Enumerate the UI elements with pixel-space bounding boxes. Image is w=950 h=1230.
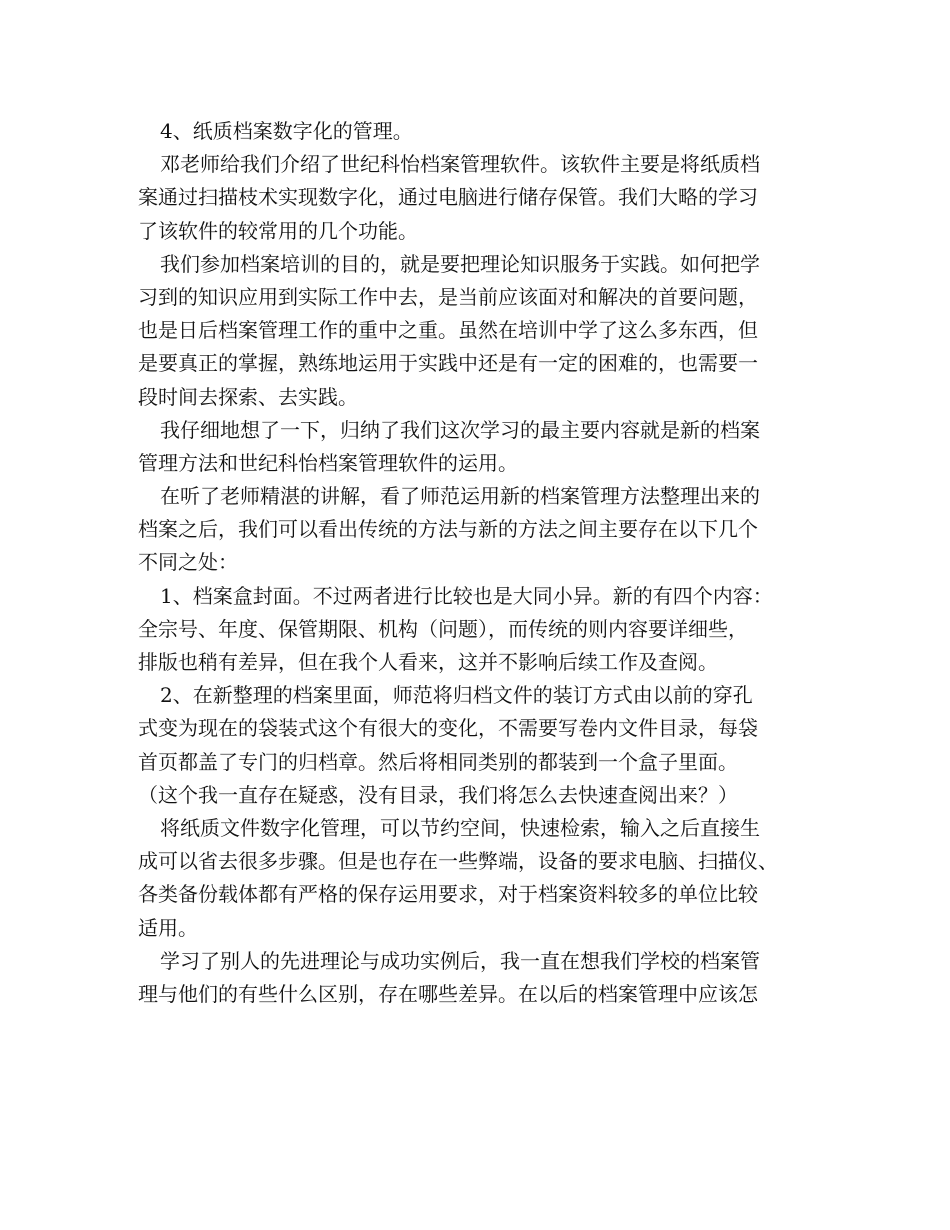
text-line: 将纸质文件数字化管理，可以节约空间，快速检索，输入之后直接生 bbox=[160, 815, 760, 840]
text-line: 不同之处： bbox=[138, 550, 238, 575]
text-line: 档案之后，我们可以看出传统的方法与新的方法之间主要存在以下几个 bbox=[138, 517, 758, 542]
text-line: 1、档案盒封面。不过两者进行比较也是大同小异。新的有四个内容： bbox=[160, 583, 773, 608]
text-line: （这个我一直存在疑惑，没有目录，我们将怎么去快速查阅出来？） bbox=[138, 782, 738, 807]
text-line: 全宗号、年度、保管期限、机构（问题），而传统的则内容要详细些， bbox=[138, 616, 748, 641]
text-line: 习到的知识应用到实际工作中去，是当前应该面对和解决的首要问题， bbox=[138, 284, 758, 309]
text-line: 2、在新整理的档案里面，师范将归档文件的装订方式由以前的穿孔 bbox=[160, 683, 753, 708]
text-line: 在听了老师精湛的讲解，看了师范运用新的档案管理方法整理出来的 bbox=[160, 484, 760, 509]
text-line: 各类备份载体都有严格的保存运用要求，对于档案资料较多的单位比较 bbox=[138, 882, 758, 907]
text-line: 段时间去探索、去实践。 bbox=[138, 384, 358, 409]
text-line: 4、纸质档案数字化的管理。 bbox=[160, 119, 413, 143]
text-line: 成可以省去很多步骤。但是也存在一些弊端，设备的要求电脑、扫描仪、 bbox=[138, 849, 778, 874]
text-line: 邓老师给我们介绍了世纪科怡档案管理软件。该软件主要是将纸质档 bbox=[160, 152, 760, 177]
text-line: 理与他们的有些什么区别，存在哪些差异。在以后的档案管理中应该怎 bbox=[138, 981, 758, 1006]
text-line: 我们参加档案培训的目的，就是要把理论知识服务于实践。如何把学 bbox=[160, 251, 760, 276]
text-line: 学习了别人的先进理论与成功实例后，我一直在想我们学校的档案管 bbox=[160, 948, 760, 973]
text-line: 是要真正的掌握，熟练地运用于实践中还是有一定的困难的，也需要一 bbox=[138, 351, 758, 376]
text-line: 我仔细地想了一下，归纳了我们这次学习的最主要内容就是新的档案 bbox=[160, 417, 760, 442]
text-line: 也是日后档案管理工作的重中之重。虽然在培训中学了这么多东西，但 bbox=[138, 318, 758, 343]
text-line: 适用。 bbox=[138, 915, 198, 940]
text-line: 首页都盖了专门的归档章。然后将相同类别的都装到一个盒子里面。 bbox=[138, 749, 738, 774]
text-line: 案通过扫描枝术实现数字化，通过电脑进行储存保管。我们大略的学习 bbox=[138, 185, 758, 210]
text-line: 了该软件的较常用的几个功能。 bbox=[138, 218, 418, 243]
text-line: 管理方法和世纪科怡档案管理软件的运用。 bbox=[138, 450, 518, 475]
text-line: 式变为现在的袋装式这个有很大的变化，不需要写卷内文件目录，每袋 bbox=[138, 716, 758, 741]
text-line: 排版也稍有差异，但在我个人看来，这并不影响后续工作及查阅。 bbox=[138, 650, 718, 674]
document-body bbox=[138, 115, 828, 1011]
